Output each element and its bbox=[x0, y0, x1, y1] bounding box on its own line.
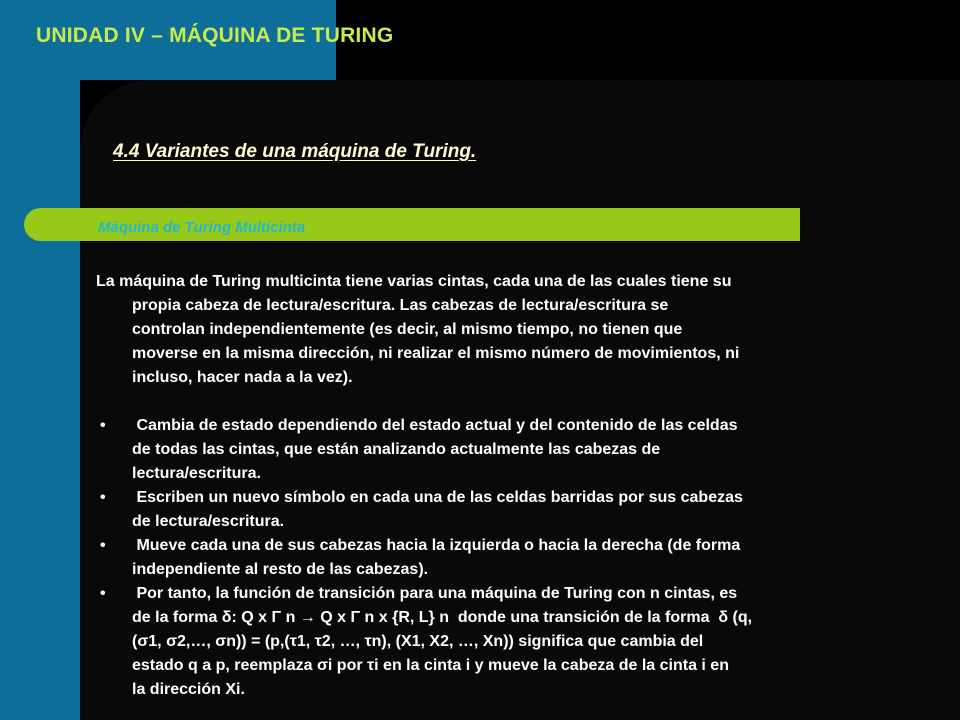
section-title: 4.4 Variantes de una máquina de Turing. bbox=[113, 141, 477, 162]
slide-body bbox=[96, 270, 958, 702]
bullet-line bbox=[96, 582, 958, 606]
bullet-line: estado q a p, reemplaza σi por τi en la cinta i y mueve la cabeza de la cinta i en bbox=[132, 657, 729, 674]
bullet-line: la dirección Xi. bbox=[132, 681, 245, 698]
bullet-text: Escriben un nuevo símbolo en cada una de las celdas barridas por sus cabezas bbox=[132, 489, 743, 506]
paragraph-line: propia cabeza de lectura/escritura. Las cabezas de lectura/escritura se bbox=[132, 297, 669, 314]
left-accent-bar bbox=[0, 0, 80, 720]
intro-paragraph bbox=[96, 270, 958, 390]
bullet-item bbox=[96, 534, 958, 582]
bullet-item bbox=[96, 582, 958, 702]
bullet-line: (σ1, σ2,…, σn)) = (p,(τ1, τ2, …, τn), (X1, X2, …, Xn)) significa que cambia del bbox=[132, 633, 704, 650]
paragraph-line: incluso, hacer nada a la vez). bbox=[132, 369, 353, 386]
paragraph-line: La máquina de Turing multicinta tiene varias cintas, cada una de las cuales tiene su bbox=[96, 273, 732, 290]
unit-title: UNIDAD IV – MÁQUINA DE TURING bbox=[36, 24, 394, 47]
bullet-line: de todas las cintas, que están analizando actualmente las cabezas de bbox=[132, 441, 661, 458]
bullet-line bbox=[96, 414, 958, 438]
bullet-marker: • bbox=[100, 417, 106, 434]
bullet-marker: • bbox=[100, 585, 106, 602]
bullet-marker: • bbox=[100, 537, 106, 554]
bullet-item bbox=[96, 414, 958, 486]
bullet-item bbox=[96, 486, 958, 534]
bullet-line: de lectura/escritura. bbox=[132, 513, 285, 530]
bullet-line bbox=[96, 486, 958, 510]
bullet-line bbox=[96, 534, 958, 558]
bullet-line: de la forma δ: Q x Γ n → Q x Γ n x {R, L} n donde una transición de la forma δ (q, bbox=[132, 609, 753, 626]
paragraph-line: controlan independientemente (es decir, al mismo tiempo, no tienen que bbox=[132, 321, 683, 338]
bullet-line: lectura/escritura. bbox=[132, 465, 261, 482]
paragraph-line: moverse en la misma dirección, ni realizar el mismo número de movimientos, ni bbox=[132, 345, 740, 362]
bullet-line: independiente al resto de las cabezas). bbox=[132, 561, 429, 578]
bullet-marker: • bbox=[100, 489, 106, 506]
subtitle: Máquina de Turing Multicinta bbox=[98, 219, 306, 236]
spacer bbox=[96, 390, 958, 414]
bullet-text: Cambia de estado dependiendo del estado actual y del contenido de las celdas bbox=[132, 417, 738, 434]
bullet-text: Por tanto, la función de transición para una máquina de Turing con n cintas, es bbox=[132, 585, 738, 602]
bullet-text: Mueve cada una de sus cabezas hacia la izquierda o hacia la derecha (de forma bbox=[132, 537, 741, 554]
